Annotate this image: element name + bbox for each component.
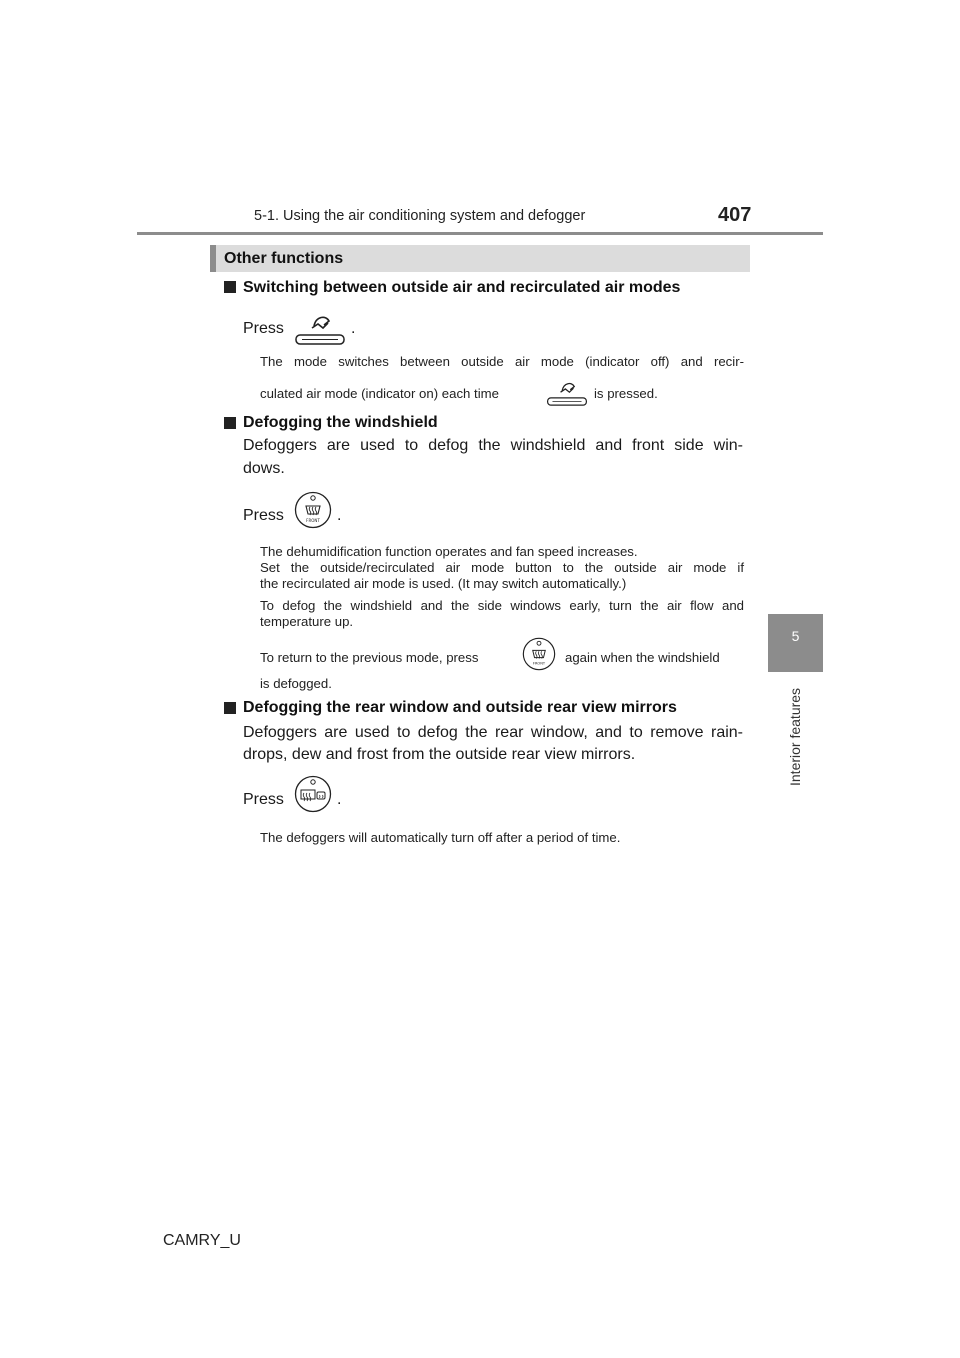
front-icon-label-inline: FRONT bbox=[532, 661, 546, 666]
chapter-number: 5 bbox=[791, 628, 800, 644]
note-windshield-2: Set the outside/recirculated air mode button to the outside air mode if bbox=[260, 560, 744, 575]
page-number: 407 bbox=[718, 204, 752, 226]
note-windshield-5: temperature up. bbox=[260, 614, 354, 629]
topic-heading-rear-window: Defogging the rear window and outside rear view mirrors bbox=[243, 699, 677, 716]
press-period: . bbox=[337, 507, 342, 524]
front-defogger-icon bbox=[294, 491, 332, 529]
header-section-title: 5-1. Using the air conditioning system and defogger bbox=[254, 208, 586, 224]
footer-model-label: CAMRY_U bbox=[163, 1232, 241, 1249]
bullet-square-icon bbox=[224, 417, 236, 429]
press-label: Press bbox=[243, 507, 284, 524]
chapter-label-container bbox=[787, 676, 807, 786]
note-air-mode-line2b: is pressed. bbox=[594, 386, 658, 401]
press-label: Press bbox=[243, 320, 284, 337]
recirculated-air-icon bbox=[294, 312, 346, 346]
bullet-square-icon bbox=[224, 702, 236, 714]
body-rear-line1: Defoggers are used to defog the rear window, and to remove rain- bbox=[243, 724, 743, 741]
topic-heading-air-mode: Switching between outside air and recirculated air modes bbox=[243, 279, 681, 296]
body-windshield-line2: dows. bbox=[243, 460, 285, 477]
press-label: Press bbox=[243, 791, 284, 808]
recirculated-air-icon-inline bbox=[546, 378, 588, 408]
note-windshield-1: The dehumidification function operates and fan speed increases. bbox=[260, 544, 638, 559]
front-icon-label: FRONT bbox=[306, 518, 320, 523]
press-period: . bbox=[337, 791, 342, 808]
body-windshield-line1: Defoggers are used to defog the windshield and front side win- bbox=[243, 437, 743, 454]
chapter-label: Interior features bbox=[787, 687, 803, 786]
note-air-mode-line1: The mode switches between outside air mode (indicator off) and recir- bbox=[260, 354, 744, 369]
front-defogger-icon-inline bbox=[522, 637, 556, 671]
note-windshield-3: the recirculated air mode is used. (It may switch automatically.) bbox=[260, 576, 627, 591]
body-rear-line2: drops, dew and frost from the outside rear view mirrors. bbox=[243, 746, 636, 763]
header-divider bbox=[137, 232, 823, 235]
rear-defogger-icon bbox=[294, 775, 332, 813]
bullet-square-icon bbox=[224, 281, 236, 293]
section-title: Other functions bbox=[224, 250, 344, 267]
note-rear: The defoggers will automatically turn off after a period of time. bbox=[260, 830, 621, 845]
press-period: . bbox=[351, 320, 356, 337]
note-return-a: To return to the previous mode, press bbox=[260, 650, 479, 665]
note-return-b: again when the windshield bbox=[565, 650, 720, 665]
note-air-mode-line2a: culated air mode (indicator on) each time bbox=[260, 386, 499, 401]
note-return-c: is defogged. bbox=[260, 676, 332, 691]
note-windshield-4: To defog the windshield and the side windows early, turn the air flow and bbox=[260, 598, 744, 613]
topic-heading-windshield: Defogging the windshield bbox=[243, 414, 438, 431]
